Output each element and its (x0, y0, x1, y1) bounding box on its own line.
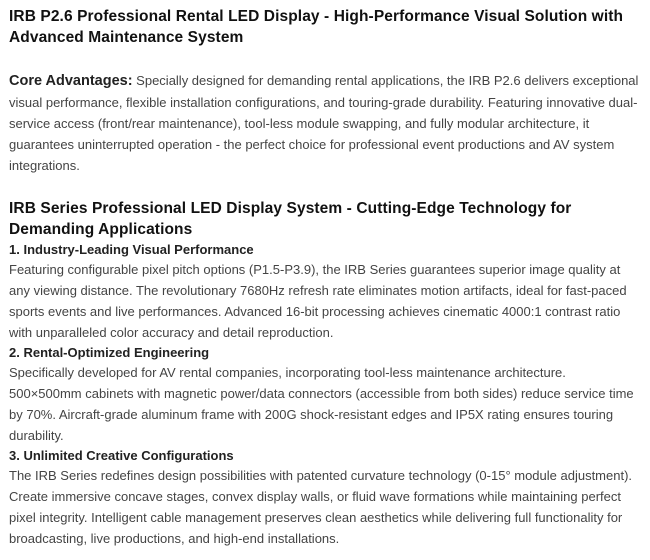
intro-text: Specially designed for demanding rental applications, the IRB P2.6 delivers exceptional visual performance, flexible installation configurations, and touring-grade durability. Featuring innovative dual-service access (front/rear maintenance), tool-less module swapping, and fully modular architecture, it guarantees uninterrupted operation - the perfect choice for professional event productions and AV system integrations. (9, 73, 639, 173)
feature-text-1: Featuring configurable pixel pitch options (P1.5-P3.9), the IRB Series guarantees superior image quality at any viewing distance. The revolutionary 7680Hz refresh rate eliminates motion artifacts, ideal for fast-paced sports events and live performances. Advanced 16-bit processing achieves cinematic 4000:1 contrast ratio with unparalleled color accuracy and detail reproduction. (9, 262, 627, 340)
feature-heading-3: 3. Unlimited Creative Configurations (9, 448, 234, 463)
page-title: IRB P2.6 Professional Rental LED Display - High-Performance Visual Solution with Advanced Maintenance System (9, 8, 624, 46)
spacer (9, 176, 640, 198)
intro-lead: Core Advantages: (9, 73, 133, 89)
feature-heading-1: 1. Industry-Leading Visual Performance (9, 242, 254, 257)
feature-text-3: The IRB Series redefines design possibilities with patented curvature technology (0-15° module adjustment). Create immersive concave stages, convex display walls, or fluid wave formations while maintaining perfect pixel integrity. Intelligent cable management preserves clean aesthetics while delivering full functionality for broadcasting, live productions, and high-end installations. (9, 468, 633, 546)
section-title: IRB Series Professional LED Display System - Cutting-Edge Technology for Demanding Applications (9, 200, 572, 238)
spacer (9, 48, 640, 70)
feature-heading-2: 2. Rental-Optimized Engineering (9, 345, 210, 360)
intro-paragraph (9, 70, 640, 176)
feature-text-2: Specifically developed for AV rental companies, incorporating tool-less maintenance architecture. 500×500mm cabinets with magnetic power/data connectors (accessible from both sides) reduce service time by 70%. Aircraft-grade aluminum frame with 200G shock-resistant edges and IP5X rating ensures touring durability. (9, 365, 634, 443)
